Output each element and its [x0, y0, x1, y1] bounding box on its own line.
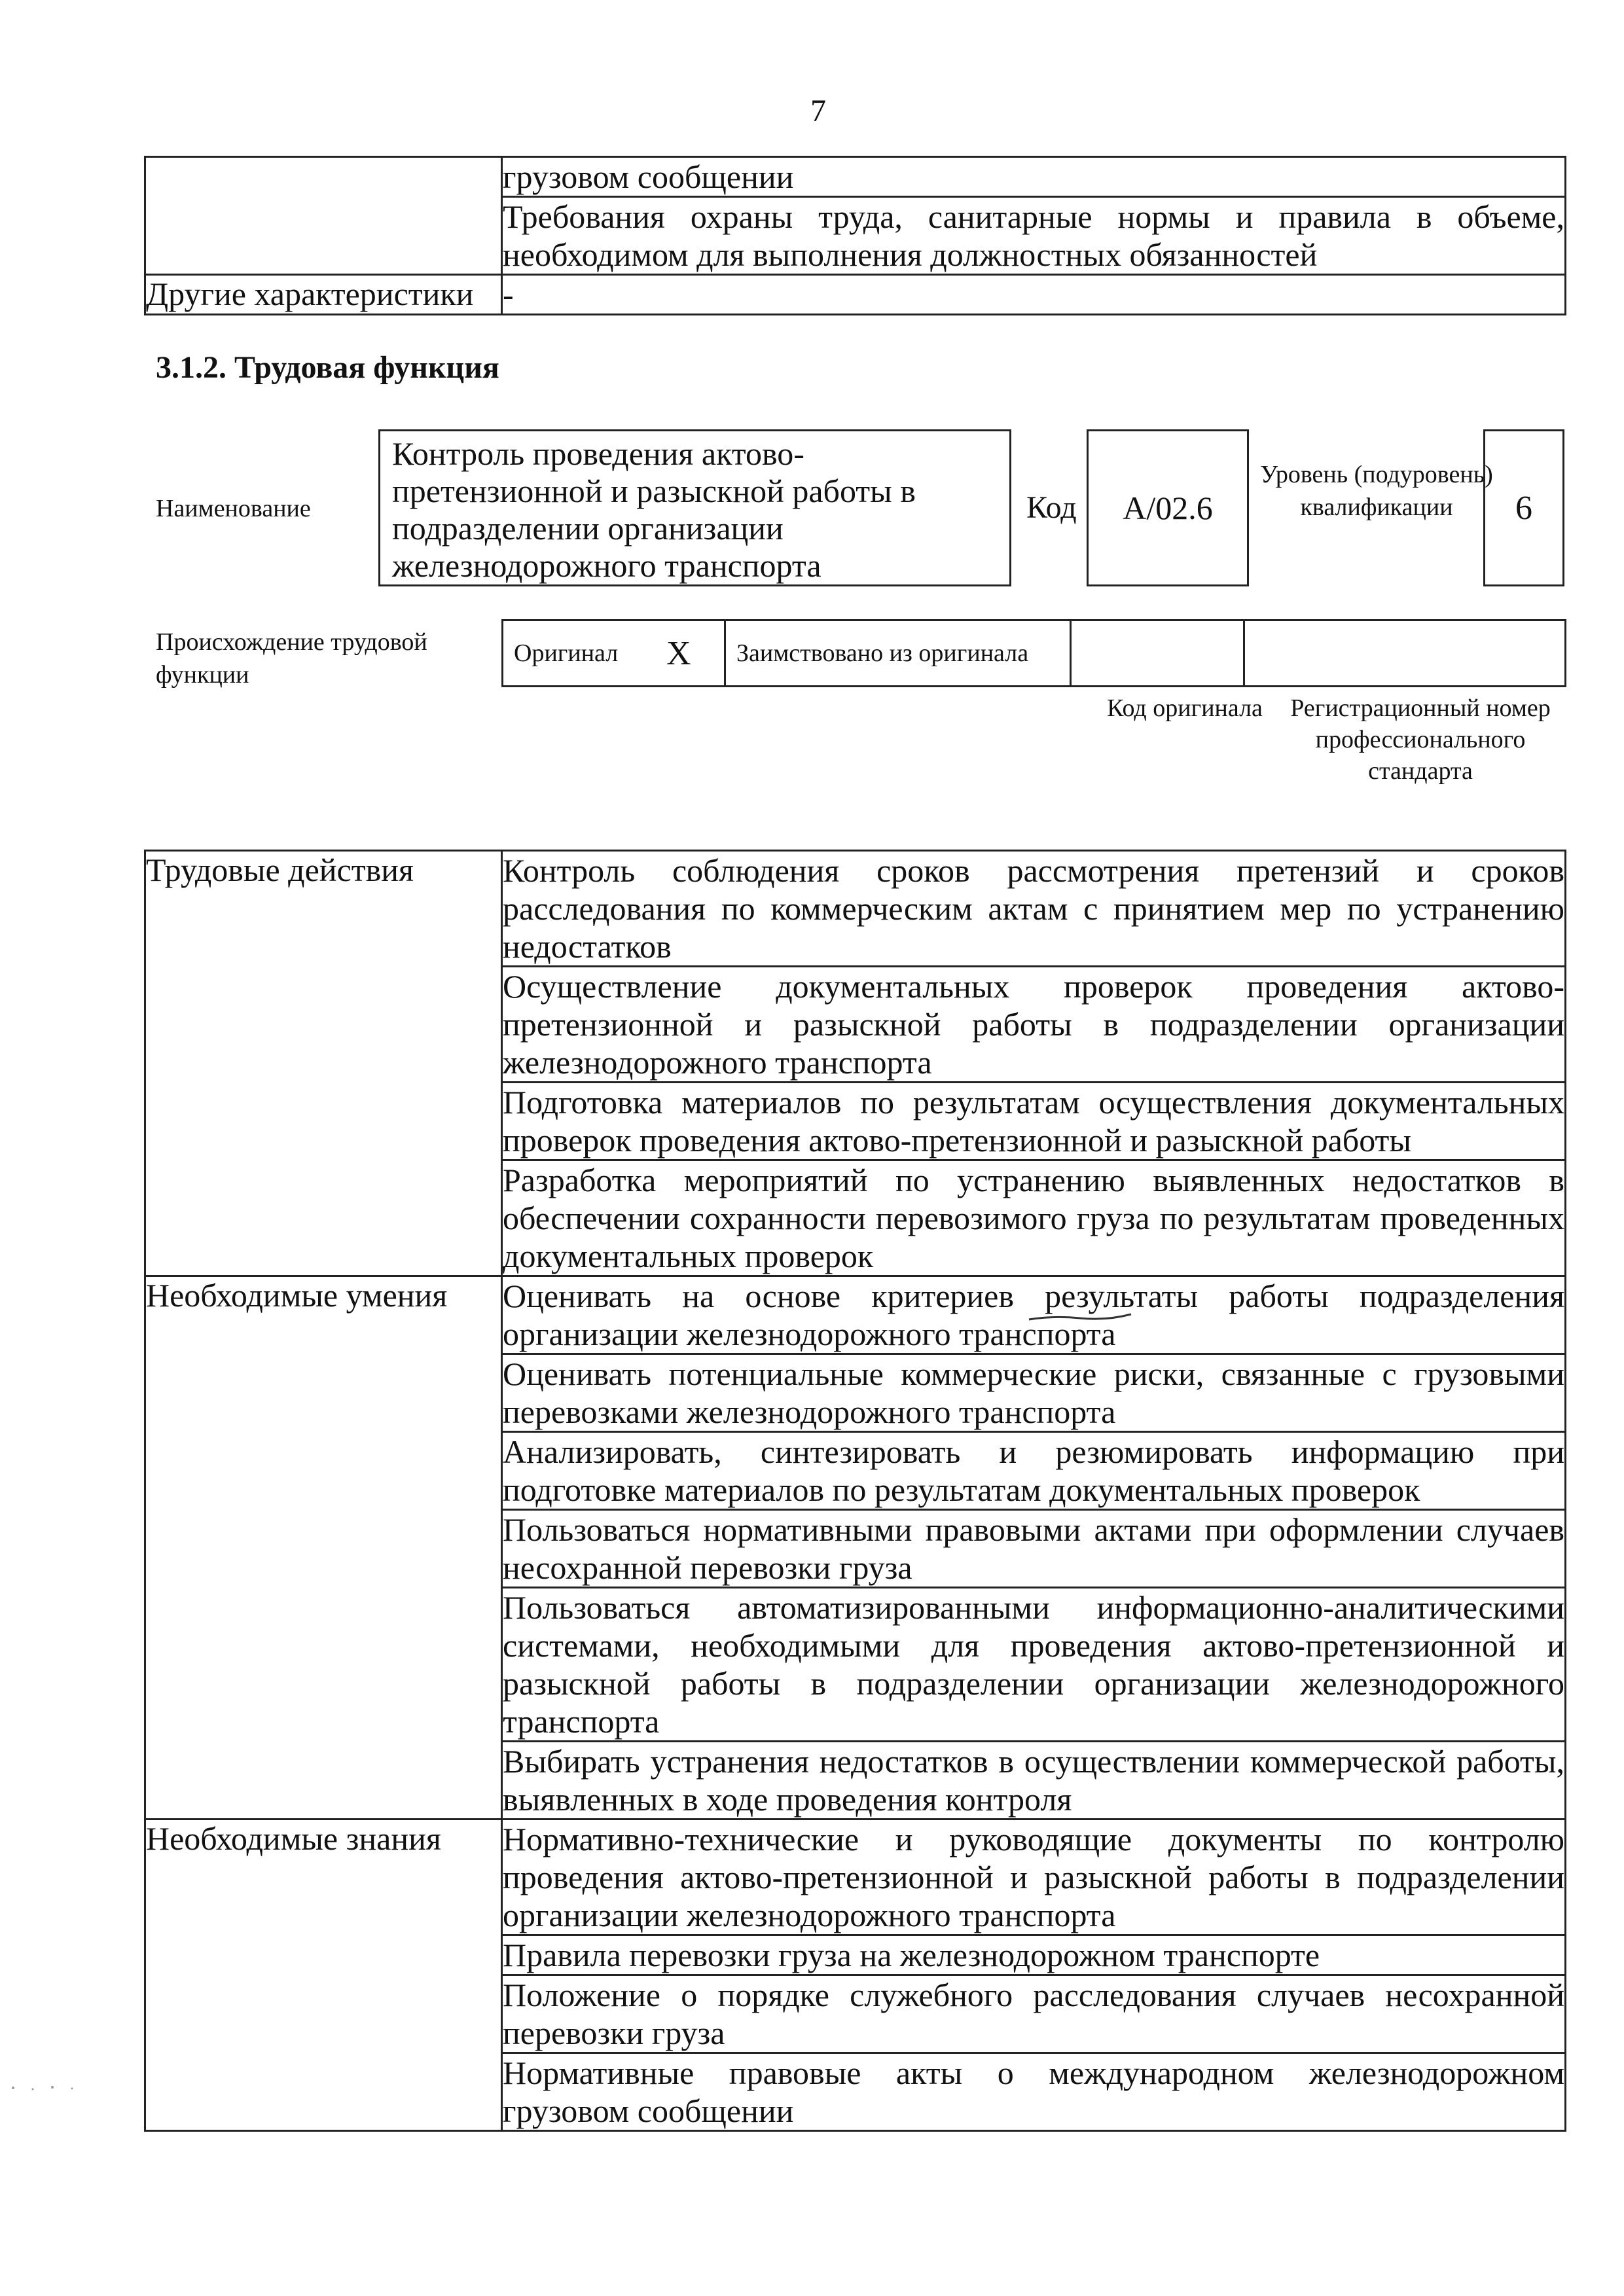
table-row: Положение о порядке служебного расследования случаев несохранной перевозки груза	[502, 1975, 1566, 2053]
code-box	[1087, 429, 1249, 586]
table-row: Оценивать потенциальные коммерческие риски, связанные с грузовыми перевозками железнодорожного транспорта	[502, 1354, 1566, 1432]
table-row: Правила перевозки груза на железнодорожном транспорте	[502, 1935, 1566, 1975]
code-value: A/02.6	[1123, 490, 1213, 526]
main-table	[144, 850, 1566, 2132]
level-value: 6	[1515, 489, 1532, 527]
table-row: Осуществление документальных проверок проведения актово-претензионной и разыскной работы в подразделении организации железнодорожного транспорта	[502, 967, 1566, 1083]
group-label: Необходимые умения	[145, 1276, 502, 1820]
table-row: Пользоваться автоматизированными информационно-аналитическими системами, необходимыми для проведения актово-претензионной и разыскной работы в подразделении организации железнодорожного транспорта	[502, 1588, 1566, 1742]
origin-label: Происхождение трудовой функции	[156, 628, 427, 689]
top-table-empty-cell	[145, 157, 502, 275]
table-row: Разработка мероприятий по устранению выявленных недостатков в обеспечении сохранности перевозимого груза по результатам проведенных документальных проверок	[502, 1160, 1566, 1276]
level-box	[1483, 429, 1564, 586]
table-row: Выбирать устранения недостатков в осуществлении коммерческой работы, выявленных в ходе проведения контроля	[502, 1742, 1566, 1820]
top-table-cell: -	[502, 275, 1566, 315]
origin-table	[501, 619, 1566, 687]
table-row: Нормативные правовые акты о международном железнодорожном грузовом сообщении	[502, 2053, 1566, 2131]
group-label: Трудовые действия	[145, 851, 502, 1276]
table-row: Подготовка материалов по результатам осуществления документальных проверок проведения актово-претензионной и разыскной работы	[502, 1083, 1566, 1160]
scan-specks	[7, 2081, 79, 2094]
page-number: 7	[810, 94, 826, 128]
original-code-cell	[1071, 620, 1244, 687]
original-label: Оригинал	[503, 620, 634, 687]
table-row: Пользоваться нормативными правовыми актами при оформлении случаев несохранной перевозки груза	[502, 1510, 1566, 1588]
table-row: Анализировать, синтезировать и резюмировать информацию при подготовке материалов по результатам документальных проверок	[502, 1432, 1566, 1510]
table-row: Оценивать на основе критериев результаты работы подразделения организации железнодорожного транспорта	[502, 1276, 1566, 1354]
function-name-box: Контроль проведения актово-претензионной и разыскной работы в подразделении организации железнодорожного транспорта	[378, 429, 1011, 586]
pen-mark	[1028, 1310, 1132, 1323]
table-row: Контроль соблюдения сроков рассмотрения претензий и сроков расследования по коммерческим актам с принятием мер по устранению недостатков	[502, 851, 1566, 967]
code-caption: Код оригинала	[1107, 694, 1263, 722]
name-label: Наименование	[156, 495, 311, 522]
registration-caption: Регистрационный номер профессионального стандарта	[1290, 694, 1551, 785]
borrowed-label: Заимствовано из оригинала	[725, 620, 1071, 687]
group-label: Необходимые знания	[145, 1820, 502, 2131]
original-mark: X	[634, 620, 725, 687]
level-label: Уровень (подуровень) квалификации	[1260, 461, 1493, 521]
top-table-label: Другие характеристики	[145, 275, 502, 315]
top-table-cell: грузовом сообщении	[502, 157, 1566, 197]
code-label: Код	[1026, 490, 1077, 525]
table-row: Нормативно-технические и руководящие документы по контролю проведения актово-претензионной и разыскной работы в подразделении организации железнодорожного транспорта	[502, 1820, 1566, 1935]
section-title: 3.1.2. Трудовая функция	[156, 350, 499, 385]
top-table-cell: Требования охраны труда, санитарные нормы и правила в объеме, необходимом для выполнения должностных обязанностей	[502, 197, 1566, 275]
top-table	[144, 156, 1566, 315]
registration-number-cell	[1244, 620, 1566, 687]
